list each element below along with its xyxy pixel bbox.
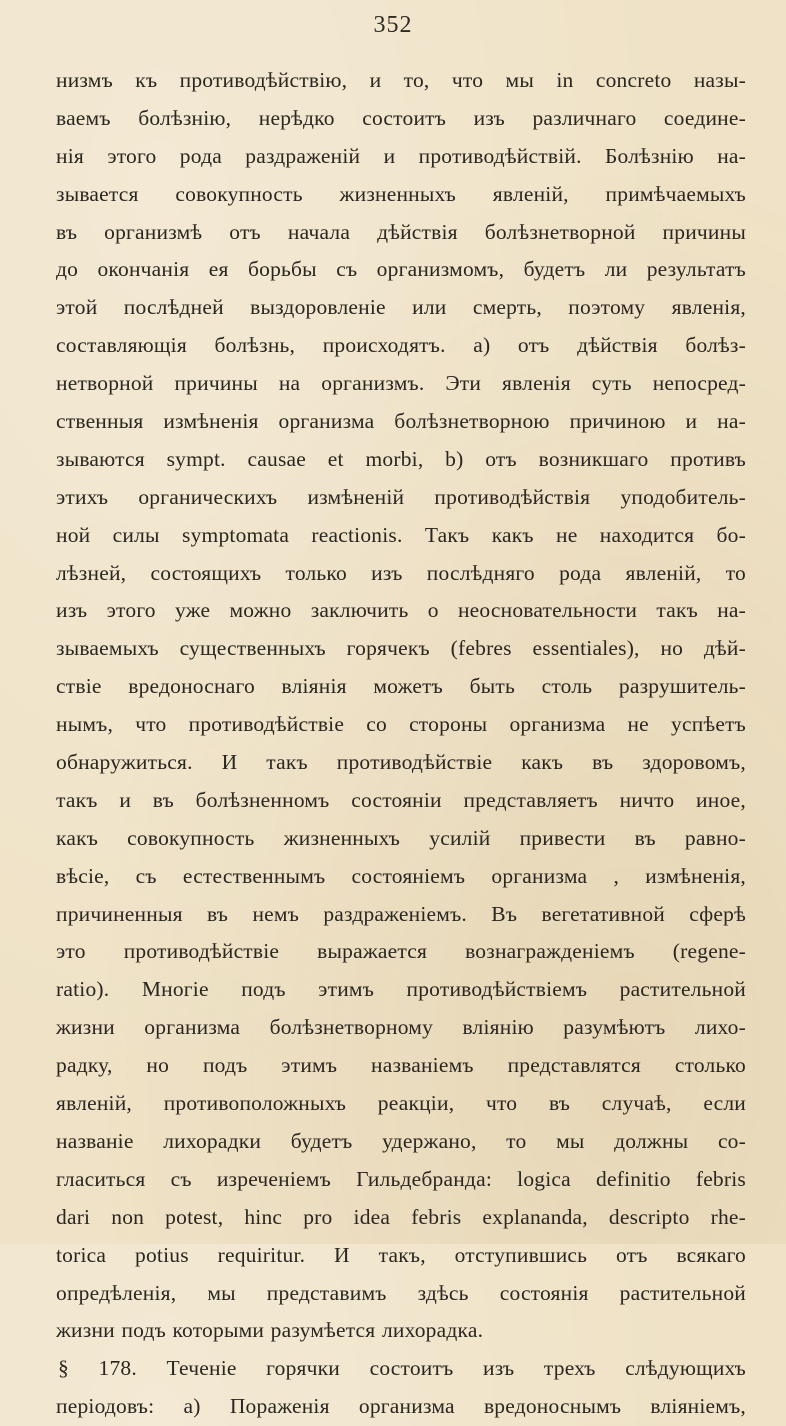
text-line: жизни подъ которыми разумѣется лихорадка. bbox=[56, 1318, 484, 1343]
text-line: dari non potest, hinc pro idea febris explananda, descripto rhe- bbox=[56, 1204, 746, 1229]
text-line: причиненныя въ немъ раздраженіемъ. Въ вегетативной сферѣ bbox=[56, 901, 746, 926]
text-line: ratio). Многіе подъ этимъ противодѣйствіемъ растительной bbox=[56, 977, 746, 1002]
text-line: этихъ органическихъ измѣненій противодѣйствія уподобитель- bbox=[56, 484, 746, 509]
text-line: вѣсіе, съ естественнымъ состояніемъ организма , измѣненія, bbox=[56, 863, 746, 888]
text-line: жизни организма болѣзнетворному вліянію разумѣютъ лихо- bbox=[56, 1015, 746, 1040]
text-line: составляющія болѣзнь, происходятъ. а) отъ дѣйствія болѣз- bbox=[56, 333, 746, 358]
text-line: ваемъ болѣзнію, нерѣдко состоитъ изъ различнаго соедине- bbox=[56, 105, 746, 130]
section-heading-line: § 178. Теченіе горячки состоитъ изъ трехъ слѣдующихъ bbox=[58, 1356, 746, 1381]
text-line: радку, но подъ этимъ названіемъ представлятся столько bbox=[56, 1053, 746, 1078]
text-line: обнаружиться. И такъ противодѣйствіе какъ въ здоровомъ, bbox=[56, 750, 746, 775]
text-line: періодовъ: а) Пораженія организма вредоноснымъ вліяніемъ, bbox=[56, 1394, 746, 1419]
text-line: зываемыхъ существенныхъ горячекъ (febres essentiales), но дѣй- bbox=[56, 636, 746, 661]
text-line: ственныя измѣненія организма болѣзнетворною причиною и на- bbox=[56, 409, 746, 434]
text-line: опредѣленія, мы представимъ здѣсь состоянія растительной bbox=[56, 1280, 746, 1305]
text-line: лѣзней, состоящихъ только изъ послѣдняго рода явленій, то bbox=[56, 560, 746, 585]
text-line: зываются sympt. causae et morbi, b) отъ возникшаго противъ bbox=[56, 446, 746, 471]
page-number: 352 bbox=[373, 12, 413, 38]
text-line: какъ совокупность жизненныхъ усилій привести въ равно- bbox=[56, 825, 746, 850]
text-line: явленій, противоположныхъ реакціи, что въ случаѣ, если bbox=[56, 1091, 746, 1116]
text-line: нетворной причины на организмъ. Эти явленія суть непосред- bbox=[56, 371, 746, 396]
text-line: torica potius requiritur. И такъ, отступившись отъ всякаго bbox=[56, 1242, 746, 1267]
text-line: этой послѣдней выздоровленіе или смерть, поэтому явленія, bbox=[56, 295, 746, 320]
text-line: изъ этого уже можно заключить о неосновательности такъ на- bbox=[56, 598, 746, 623]
text-line: гласиться съ изреченіемъ Гильдебранда: logica definitio febris bbox=[56, 1166, 746, 1191]
text-line: нія этого рода раздраженій и противодѣйствій. Болѣзнію на- bbox=[56, 143, 746, 168]
text-line: это противодѣйствіе выражается вознагражденіемъ (regene- bbox=[56, 939, 746, 964]
text-line: нымъ, что противодѣйствіе со стороны организма не успѣетъ bbox=[56, 712, 746, 737]
text-line: ствіе вредоноснаго вліянія можетъ быть столь разрушитель- bbox=[56, 674, 746, 699]
text-line: ной силы symptomata reactionis. Такъ какъ не находится бо- bbox=[56, 522, 746, 547]
text-line: низмъ къ противодѣйствію, и то, что мы in concreto назы- bbox=[56, 68, 746, 92]
text-line: такъ и въ болѣзненномъ состояніи представляетъ ничто иное, bbox=[56, 787, 746, 812]
text-line: зывается совокупность жизненныхъ явленій, примѣчаемыхъ bbox=[56, 181, 746, 206]
text-line: въ организмѣ отъ начала дѣйствія болѣзнетворной причины bbox=[56, 219, 746, 244]
text-line: названіе лихорадки будетъ удержано, то мы должны со- bbox=[56, 1128, 746, 1153]
page-body-text bbox=[56, 62, 746, 1426]
text-line: до окончанія ея борьбы съ организмомъ, будетъ ли результатъ bbox=[56, 257, 746, 282]
